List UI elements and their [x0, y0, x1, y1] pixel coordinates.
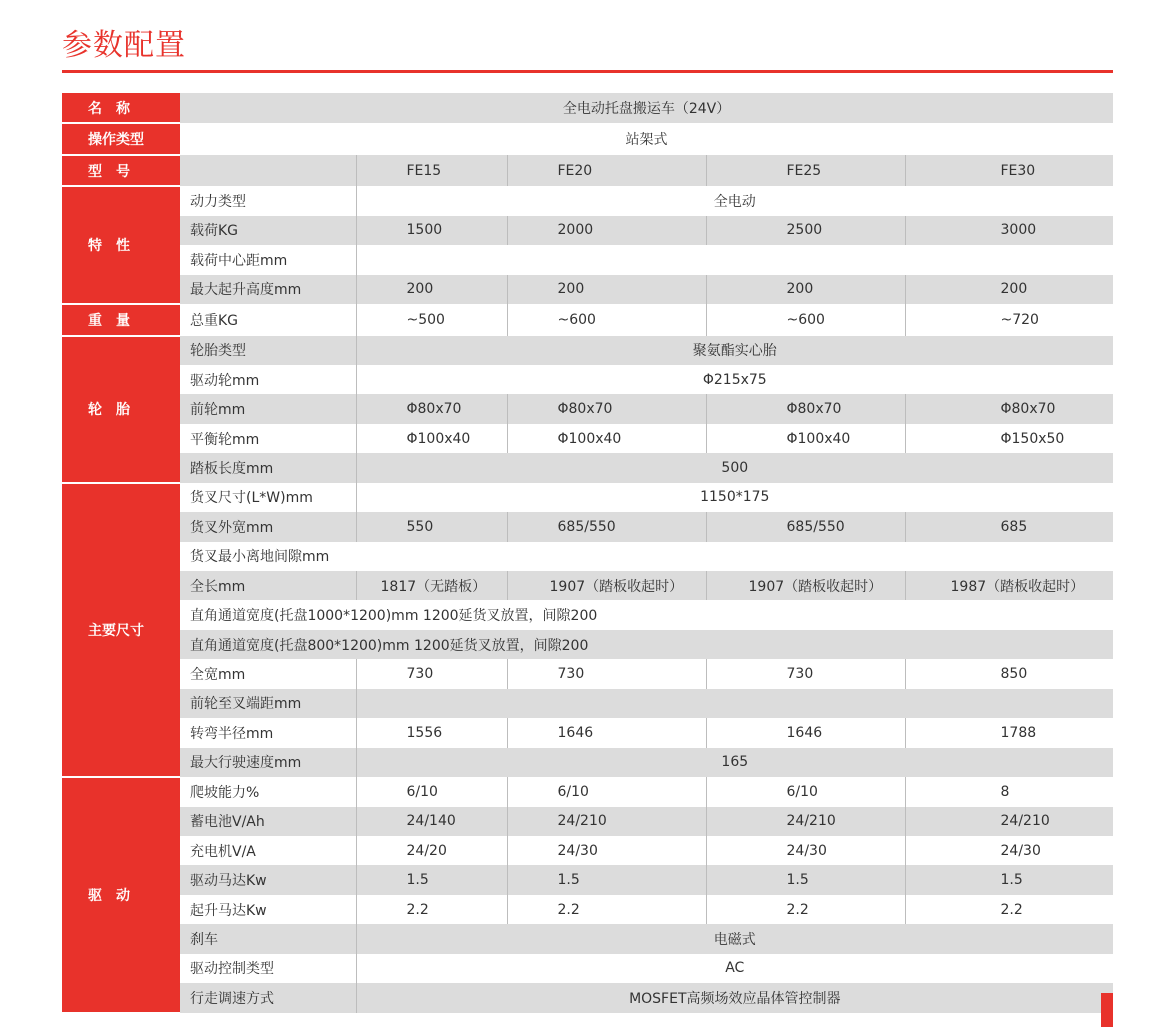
operation-type-value: 站架式 — [180, 123, 1113, 154]
row-load — [62, 216, 1113, 245]
value-cell: 24/210 — [507, 807, 706, 836]
name-label: 名 称 — [62, 93, 180, 123]
value-cell: 200 — [905, 275, 1113, 304]
row-tyre-type — [62, 336, 1113, 365]
category-tyres: 轮 胎 — [62, 336, 180, 483]
empty-cell — [356, 689, 1113, 718]
value-cell: ~720 — [905, 304, 1113, 335]
value-cell: Φ100x40 — [356, 424, 507, 453]
row-value: MOSFET高频场效应晶体管控制器 — [356, 983, 1113, 1012]
row-total-weight — [62, 304, 1113, 335]
name-value: 全电动托盘搬运车（24V） — [180, 93, 1113, 123]
value-cell: 550 — [356, 512, 507, 541]
row-label: 前轮mm — [180, 394, 356, 423]
value-cell: 685/550 — [706, 512, 905, 541]
row-lift-motor — [62, 895, 1113, 924]
row-label: 起升马达Kw — [180, 895, 356, 924]
title-divider — [62, 70, 1113, 73]
page-title: 参数配置 — [62, 28, 186, 63]
row-platform-length — [62, 453, 1113, 482]
row-label: 货叉尺寸(L*W)mm — [180, 483, 356, 512]
value-cell: 200 — [356, 275, 507, 304]
model-cell: FE30 — [905, 155, 1113, 186]
value-cell: 24/30 — [507, 836, 706, 865]
model-blank — [180, 155, 356, 186]
value-cell: 1907（踏板收起时） — [507, 571, 706, 600]
value-cell: 2.2 — [356, 895, 507, 924]
row-label: 转弯半径mm — [180, 718, 356, 747]
model-cell: FE20 — [507, 155, 706, 186]
value-cell: 2.2 — [706, 895, 905, 924]
row-label: 载荷KG — [180, 216, 356, 245]
row-label: 爬坡能力% — [180, 777, 356, 806]
value-cell: 8 — [905, 777, 1113, 806]
value-cell: 3000 — [905, 216, 1113, 245]
row-label: 轮胎类型 — [180, 336, 356, 365]
category-weight: 重 量 — [62, 304, 180, 335]
row-value: 聚氨酯实心胎 — [356, 336, 1113, 365]
row-load-center — [62, 245, 1113, 274]
value-cell: 1.5 — [507, 865, 706, 894]
row-label: 货叉最小离地间隙mm — [180, 542, 356, 571]
row-label: 驱动控制类型 — [180, 954, 356, 983]
value-cell: 1788 — [905, 718, 1113, 747]
row-label: 全长mm — [180, 571, 356, 600]
value-cell: 685 — [905, 512, 1113, 541]
row-value: Φ215x75 — [356, 365, 1113, 394]
value-cell: 1987（踏板收起时） — [905, 571, 1113, 600]
row-climb — [62, 777, 1113, 806]
row-label: 货叉外宽mm — [180, 512, 356, 541]
row-model — [62, 155, 1113, 186]
row-power-type — [62, 186, 1113, 215]
row-label: 最大行驶速度mm — [180, 748, 356, 777]
value-cell: Φ100x40 — [706, 424, 905, 453]
row-aisle-1000 — [62, 600, 1113, 629]
row-label: 全宽mm — [180, 659, 356, 688]
row-total-length — [62, 571, 1113, 600]
value-cell: 730 — [356, 659, 507, 688]
row-value: 165 — [356, 748, 1113, 777]
model-label: 型 号 — [62, 155, 180, 186]
value-cell: Φ80x70 — [356, 394, 507, 423]
row-max-lift — [62, 275, 1113, 304]
row-operation-type — [62, 123, 1113, 154]
row-label: 驱动轮mm — [180, 365, 356, 394]
value-cell: 850 — [905, 659, 1113, 688]
spec-table — [62, 93, 1113, 1014]
value-cell: Φ150x50 — [905, 424, 1113, 453]
row-label: 最大起升高度mm — [180, 275, 356, 304]
row-label: 动力类型 — [180, 186, 356, 215]
value-cell: 1500 — [356, 216, 507, 245]
value-cell: 1.5 — [706, 865, 905, 894]
row-drive-control — [62, 954, 1113, 983]
model-cell: FE15 — [356, 155, 507, 186]
row-label: 总重KG — [180, 304, 356, 335]
value-cell: 24/30 — [905, 836, 1113, 865]
row-battery — [62, 807, 1113, 836]
row-label: 平衡轮mm — [180, 424, 356, 453]
row-front-wheel — [62, 394, 1113, 423]
value-cell: 2.2 — [905, 895, 1113, 924]
row-label: 驱动马达Kw — [180, 865, 356, 894]
value-cell: Φ80x70 — [706, 394, 905, 423]
row-drive-wheel — [62, 365, 1113, 394]
row-aisle-800 — [62, 630, 1113, 659]
row-label: 直角通道宽度(托盘1000*1200)mm 1200延货叉放置，间隙200 — [180, 600, 1113, 629]
row-drive-motor — [62, 865, 1113, 894]
row-label: 直角通道宽度(托盘800*1200)mm 1200延货叉放置，间隙200 — [180, 630, 1113, 659]
model-cell: FE25 — [706, 155, 905, 186]
row-value: AC — [356, 954, 1113, 983]
row-charger — [62, 836, 1113, 865]
value-cell: 24/140 — [356, 807, 507, 836]
value-cell: 6/10 — [356, 777, 507, 806]
row-value: 1150*175 — [356, 483, 1113, 512]
value-cell: 2000 — [507, 216, 706, 245]
value-cell: 1646 — [507, 718, 706, 747]
empty-cell — [356, 245, 1113, 274]
row-speed-control — [62, 983, 1113, 1012]
row-balance-wheel — [62, 424, 1113, 453]
row-label: 行走调速方式 — [180, 983, 356, 1012]
row-value: 电磁式 — [356, 924, 1113, 953]
value-cell: 6/10 — [706, 777, 905, 806]
value-cell: Φ100x40 — [507, 424, 706, 453]
row-label: 充电机V/A — [180, 836, 356, 865]
value-cell: 1556 — [356, 718, 507, 747]
value-cell: ~500 — [356, 304, 507, 335]
value-cell: ~600 — [706, 304, 905, 335]
value-cell: 200 — [507, 275, 706, 304]
row-value: 全电动 — [356, 186, 1113, 215]
value-cell: Φ80x70 — [905, 394, 1113, 423]
value-cell: 6/10 — [507, 777, 706, 806]
value-cell: 730 — [706, 659, 905, 688]
row-fork-width — [62, 512, 1113, 541]
category-dimensions: 主要尺寸 — [62, 483, 180, 777]
row-label: 蓄电池V/Ah — [180, 807, 356, 836]
row-label: 载荷中心距mm — [180, 245, 356, 274]
row-value: 500 — [356, 453, 1113, 482]
row-total-width — [62, 659, 1113, 688]
value-cell: 1646 — [706, 718, 905, 747]
value-cell: 730 — [507, 659, 706, 688]
row-brake — [62, 924, 1113, 953]
value-cell: 24/210 — [905, 807, 1113, 836]
row-label: 刹车 — [180, 924, 356, 953]
row-label: 前轮至叉端距mm — [180, 689, 356, 718]
row-front-to-fork — [62, 689, 1113, 718]
value-cell: 24/210 — [706, 807, 905, 836]
row-max-speed — [62, 748, 1113, 777]
value-cell: 24/30 — [706, 836, 905, 865]
value-cell: 24/20 — [356, 836, 507, 865]
value-cell: 1.5 — [356, 865, 507, 894]
row-fork-clearance — [62, 542, 1113, 571]
row-fork-size — [62, 483, 1113, 512]
category-features: 特 性 — [62, 186, 180, 304]
empty-cell — [356, 542, 1113, 571]
value-cell: 1817（无踏板） — [356, 571, 507, 600]
row-label: 踏板长度mm — [180, 453, 356, 482]
value-cell: 200 — [706, 275, 905, 304]
value-cell: ~600 — [507, 304, 706, 335]
value-cell: 1.5 — [905, 865, 1113, 894]
operation-type-label: 操作类型 — [62, 123, 180, 154]
row-turn-radius — [62, 718, 1113, 747]
value-cell: 685/550 — [507, 512, 706, 541]
value-cell: Φ80x70 — [507, 394, 706, 423]
value-cell: 1907（踏板收起时） — [706, 571, 905, 600]
edge-accent-block — [1101, 993, 1113, 1027]
category-drive: 驱 动 — [62, 777, 180, 1013]
row-name — [62, 93, 1113, 123]
value-cell: 2.2 — [507, 895, 706, 924]
value-cell: 2500 — [706, 216, 905, 245]
